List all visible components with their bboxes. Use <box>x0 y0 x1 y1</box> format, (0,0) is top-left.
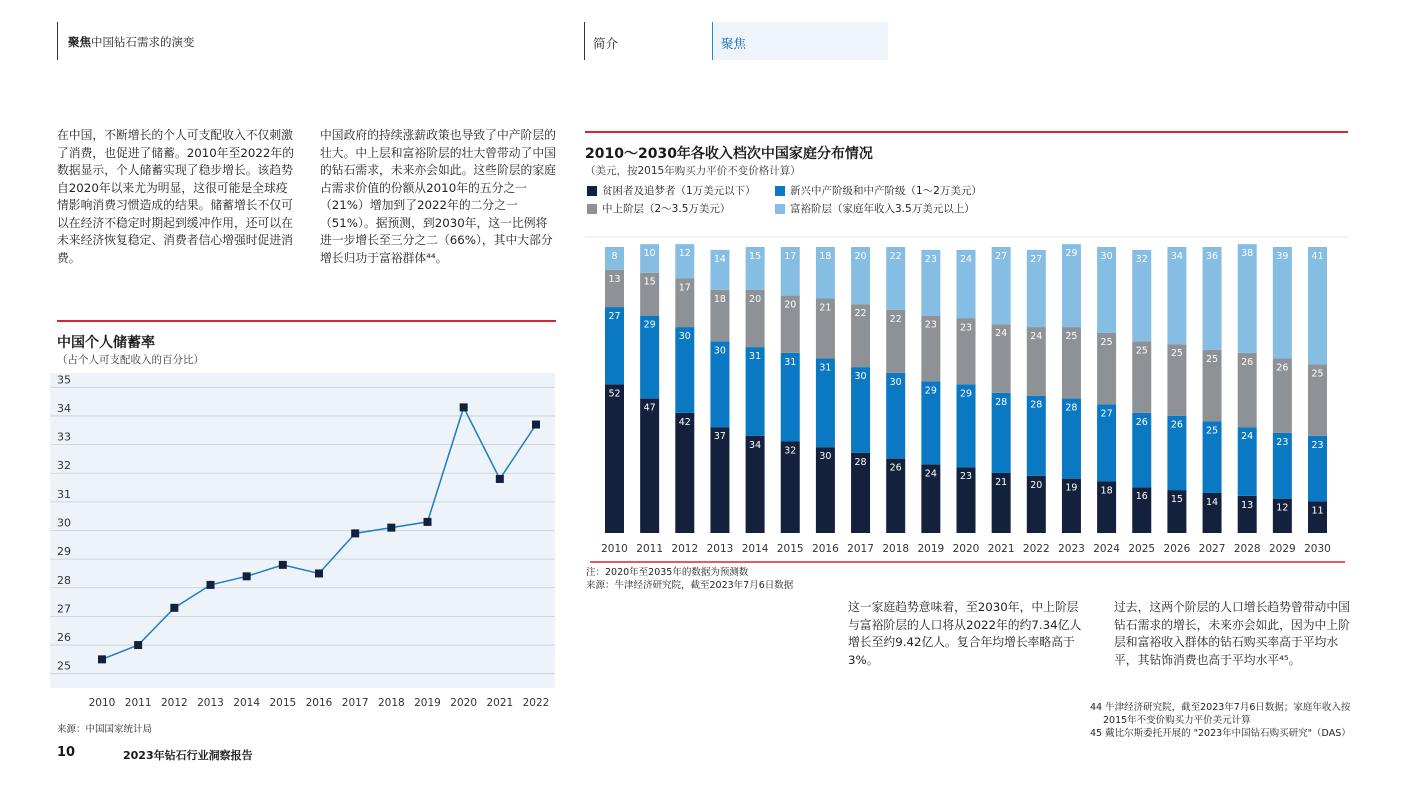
income-chart-subtitle: （美元，按2015年购买力平价不变价格计算） <box>585 165 801 177</box>
income-xtick-label: 2014 <box>741 543 769 555</box>
income-data-label: 30 <box>819 451 832 463</box>
savings-xtick-label: 2015 <box>269 697 297 709</box>
income-data-label: 24 <box>1241 431 1254 443</box>
income-data-label: 29 <box>924 385 937 397</box>
income-data-label: 12 <box>1276 502 1289 514</box>
savings-point <box>243 572 251 580</box>
paragraph-household-trend: 这一家庭趋势意味着，至2030年，中上阶层与富裕阶层的人口将从2022年的约7.34亿人增长至约9.42亿人。复合年均增长率略高于3%。 <box>848 600 1082 667</box>
legend-item-affluent <box>775 201 975 216</box>
income-data-label: 19 <box>1065 482 1078 494</box>
savings-xtick-label: 2018 <box>377 697 405 709</box>
savings-point <box>315 569 323 577</box>
income-data-label: 29 <box>643 319 656 331</box>
income-data-label: 13 <box>608 273 621 285</box>
income-data-label: 47 <box>643 402 656 414</box>
tab-focus[interactable]: 聚焦 <box>712 22 888 60</box>
income-data-label: 21 <box>995 476 1008 488</box>
savings-xtick-label: 2016 <box>305 697 333 709</box>
income-xtick-label: 2018 <box>882 543 910 555</box>
income-xtick-label: 2021 <box>987 543 1015 555</box>
income-data-label: 14 <box>1206 496 1219 508</box>
savings-ytick-label: 29 <box>57 545 71 559</box>
income-data-label: 24 <box>959 253 973 265</box>
income-data-label: 31 <box>749 351 762 363</box>
income-data-label: 30 <box>1100 251 1113 262</box>
income-xtick-label: 2017 <box>847 543 874 555</box>
income-bar-segment <box>1238 244 1257 353</box>
savings-xtick-label: 2020 <box>450 697 478 709</box>
income-data-label: 36 <box>1206 251 1219 262</box>
savings-point <box>351 529 359 537</box>
income-data-label: 12 <box>678 248 691 260</box>
income-xtick-label: 2024 <box>1093 543 1120 555</box>
income-xtick-label: 2013 <box>706 543 734 555</box>
savings-point <box>170 604 178 612</box>
legend-label-middle: 新兴中产阶级和中产阶级（1～2万美元） <box>790 185 982 197</box>
savings-ytick-label: 33 <box>57 430 71 444</box>
income-data-label: 15 <box>749 251 762 262</box>
income-xtick-label: 2011 <box>636 543 664 555</box>
legend-swatch-poor <box>587 186 597 196</box>
income-xtick-label: 2020 <box>952 543 980 555</box>
savings-xtick-label: 2010 <box>88 697 116 709</box>
savings-xtick-label: 2021 <box>486 697 514 709</box>
income-bar-segment <box>1203 247 1222 350</box>
savings-ytick-label: 25 <box>57 659 71 673</box>
income-data-label: 26 <box>1135 416 1148 428</box>
income-xtick-label: 2010 <box>601 543 628 555</box>
savings-ytick-label: 35 <box>57 373 71 387</box>
income-data-label: 24 <box>924 468 937 480</box>
income-data-label: 15 <box>1170 494 1183 506</box>
income-xtick-label: 2027 <box>1198 543 1226 555</box>
footnote-45: 45 戴比尔斯委托开展的 "2023年中国钻石购买研究"（DAS） <box>1090 728 1351 739</box>
savings-chart-subtitle: （占个人可支配收入的百分比） <box>57 354 204 366</box>
footnote-44-cont: 2015年不变价购买力平价美元计算 <box>1103 715 1251 726</box>
income-data-label: 25 <box>1206 425 1219 437</box>
income-distribution-chart <box>585 230 1350 565</box>
income-xtick-label: 2026 <box>1163 543 1191 555</box>
report-title: 2023年钻石行业洞察报告 <box>123 749 253 762</box>
income-data-label: 22 <box>889 251 902 262</box>
income-xtick-label: 2015 <box>776 543 804 555</box>
savings-ytick-label: 28 <box>57 573 71 587</box>
income-data-label: 25 <box>1065 331 1078 343</box>
income-data-label: 23 <box>1276 436 1289 448</box>
section-header <box>57 22 247 60</box>
income-chart-rule <box>585 131 1348 133</box>
savings-point <box>134 641 142 649</box>
income-data-label: 52 <box>608 388 621 400</box>
income-data-label: 18 <box>713 293 726 305</box>
legend-item-poor <box>587 183 756 198</box>
savings-ytick-label: 32 <box>57 459 71 473</box>
savings-ytick-label: 26 <box>57 631 71 645</box>
savings-point <box>496 475 504 483</box>
income-data-label: 26 <box>1170 419 1183 431</box>
income-data-label: 27 <box>1100 408 1113 420</box>
income-data-label: 29 <box>959 388 973 400</box>
income-data-label: 26 <box>1276 362 1289 374</box>
income-xtick-label: 2019 <box>917 543 945 555</box>
income-data-label: 26 <box>1241 356 1254 368</box>
income-data-label: 30 <box>854 371 867 383</box>
savings-point <box>387 524 395 532</box>
income-chart-title: 2010～2030年各收入档次中国家庭分布情况 <box>585 146 873 162</box>
savings-rate-chart <box>50 370 560 715</box>
savings-point <box>424 518 432 526</box>
income-data-label: 41 <box>1311 251 1324 262</box>
footnote-44: 44 牛津经济研究院，截至2023年7月6日数据；家庭年收入按 <box>1090 702 1351 713</box>
savings-xtick-label: 2014 <box>233 697 261 709</box>
savings-xtick-label: 2019 <box>414 697 441 709</box>
legend-item-middle <box>775 183 982 198</box>
income-bar-segment <box>640 399 659 533</box>
income-data-label: 39 <box>1276 251 1289 262</box>
income-data-label: 23 <box>959 322 973 334</box>
income-data-label: 14 <box>713 253 726 265</box>
savings-point <box>279 561 287 569</box>
income-xtick-label: 2029 <box>1268 543 1296 555</box>
savings-point <box>98 655 106 663</box>
income-data-label: 25 <box>1206 353 1219 365</box>
income-chart-source: 来源：牛津经济研究院，截至2023年7月6日数据 <box>586 580 794 591</box>
income-data-label: 23 <box>924 319 937 331</box>
legend-swatch-upper <box>587 204 597 214</box>
income-bar-segment <box>675 413 694 533</box>
paragraph-middle-class: 中国政府的持续涨薪政策也导致了中产阶层的壮大。中上层和富裕阶层的壮大曾带动了中国的钻石需求，未来亦会如此。这些阶层的家庭占需求价值的份额从2010年的五分之一（21%）增加到了2022年的二分之一（51%）。据预测，到2030年，这一比例将进一步增长至三分之二（66%），其中大部分增长归功于富裕群体⁴⁴。 <box>320 128 556 265</box>
legend-swatch-middle <box>775 186 785 196</box>
income-bar-segment <box>1273 247 1292 359</box>
savings-ytick-label: 27 <box>57 602 71 616</box>
savings-point <box>460 403 468 411</box>
income-data-label: 38 <box>1241 248 1254 260</box>
income-chart-note: 注：2020年至2035年的数据为预测数 <box>586 567 749 578</box>
savings-xtick-label: 2013 <box>197 697 224 709</box>
savings-xtick-label: 2022 <box>522 697 550 709</box>
tab-intro[interactable]: 简介 <box>584 22 712 60</box>
income-data-label: 18 <box>1100 485 1113 497</box>
income-data-label: 8 <box>611 251 618 262</box>
income-data-label: 15 <box>643 276 656 288</box>
savings-ytick-label: 34 <box>57 401 71 415</box>
income-data-label: 22 <box>854 308 867 320</box>
income-data-label: 21 <box>819 302 832 314</box>
income-xtick-label: 2022 <box>1022 543 1050 555</box>
income-data-label: 32 <box>1135 253 1148 265</box>
income-data-label: 22 <box>889 313 902 325</box>
savings-chart-rule <box>57 320 556 322</box>
income-data-label: 20 <box>749 293 762 305</box>
income-data-label: 30 <box>889 376 902 388</box>
income-data-label: 34 <box>749 439 762 451</box>
income-data-label: 10 <box>643 248 656 260</box>
income-data-label: 32 <box>784 445 797 457</box>
income-data-label: 37 <box>713 431 726 443</box>
income-bar-segment <box>1308 247 1327 364</box>
income-data-label: 31 <box>819 362 832 374</box>
income-data-label: 16 <box>1135 491 1148 503</box>
income-data-label: 31 <box>784 356 797 368</box>
income-data-label: 29 <box>1065 248 1078 260</box>
income-data-label: 42 <box>678 416 691 428</box>
savings-chart-title: 中国个人储蓄率 <box>57 335 155 351</box>
page-number: 10 <box>57 745 76 760</box>
income-data-label: 20 <box>854 251 867 262</box>
income-data-label: 20 <box>784 299 797 311</box>
income-data-label: 17 <box>784 251 797 262</box>
income-data-label: 24 <box>995 328 1008 340</box>
income-xtick-label: 2016 <box>812 543 839 555</box>
income-xtick-label: 2025 <box>1128 543 1156 555</box>
income-data-label: 23 <box>1311 439 1324 451</box>
income-data-label: 27 <box>1030 253 1043 265</box>
income-data-label: 11 <box>1311 505 1324 517</box>
income-data-label: 27 <box>995 251 1008 262</box>
income-data-label: 34 <box>1170 251 1183 262</box>
savings-chart-source: 来源：中国国家统计局 <box>57 724 153 735</box>
savings-xtick-label: 2011 <box>124 697 152 709</box>
income-data-label: 23 <box>924 253 937 265</box>
legend-item-upper <box>587 201 730 216</box>
income-xtick-label: 2023 <box>1058 543 1085 555</box>
income-data-label: 25 <box>1100 336 1113 348</box>
savings-point <box>532 421 540 429</box>
section-header-bold: 聚焦 <box>68 35 91 49</box>
income-data-label: 28 <box>1065 402 1078 414</box>
savings-ytick-label: 30 <box>57 516 71 530</box>
income-data-label: 25 <box>1170 348 1183 360</box>
income-data-label: 17 <box>678 282 691 294</box>
legend-label-poor: 贫困者及追梦者（1万美元以下） <box>602 185 756 197</box>
income-bar-segment <box>710 427 729 533</box>
income-data-label: 27 <box>608 311 621 323</box>
savings-xtick-label: 2012 <box>160 697 188 709</box>
income-data-label: 24 <box>1030 331 1043 343</box>
income-data-label: 28 <box>854 456 867 468</box>
legend-label-upper: 中上阶层（2～3.5万美元） <box>602 203 731 215</box>
income-xtick-label: 2028 <box>1233 543 1261 555</box>
income-data-label: 23 <box>959 471 973 483</box>
income-data-label: 28 <box>1030 399 1043 411</box>
section-header-text: 中国钻石需求的演变 <box>91 35 195 49</box>
income-data-label: 25 <box>1311 368 1324 380</box>
income-data-label: 30 <box>678 331 691 343</box>
income-data-label: 26 <box>889 462 902 474</box>
savings-point <box>207 581 215 589</box>
income-xtick-label: 2012 <box>671 543 699 555</box>
income-xtick-label: 2030 <box>1304 543 1331 555</box>
income-data-label: 18 <box>819 251 832 262</box>
income-data-label: 25 <box>1135 345 1148 357</box>
income-data-label: 30 <box>713 345 726 357</box>
income-data-label: 20 <box>1030 479 1043 491</box>
legend-label-affluent: 富裕阶层（家庭年收入3.5万美元以上） <box>790 203 975 215</box>
savings-ytick-label: 31 <box>57 487 71 501</box>
income-bar-segment <box>605 384 624 533</box>
savings-xtick-label: 2017 <box>341 697 369 709</box>
paragraph-savings: 在中国，不断增长的个人可支配收入不仅刺激了消费，也促进了储蓄。2010年至2022年的数据显示，个人储蓄实现了稳步增长。该趋势自2020年以来尤为明显，这很可能是全球疫情影响消费习惯造成的结果。储蓄增长不仅可以在经济不稳定时期起到缓冲作用，还可以在未来经济恢复稳定、消费者信心增强时促进消费。 <box>57 128 294 265</box>
legend-swatch-affluent <box>775 204 785 214</box>
paragraph-past-growth: 过去，这两个阶层的人口增长趋势曾带动中国钻石需求的增长，未来亦会如此，因为中上阶层和富裕收入群体的钻石购买率高于平均水平，其钻饰消费也高于平均水平⁴⁵。 <box>1114 600 1350 667</box>
income-data-label: 28 <box>995 396 1008 408</box>
income-data-label: 13 <box>1241 499 1254 511</box>
